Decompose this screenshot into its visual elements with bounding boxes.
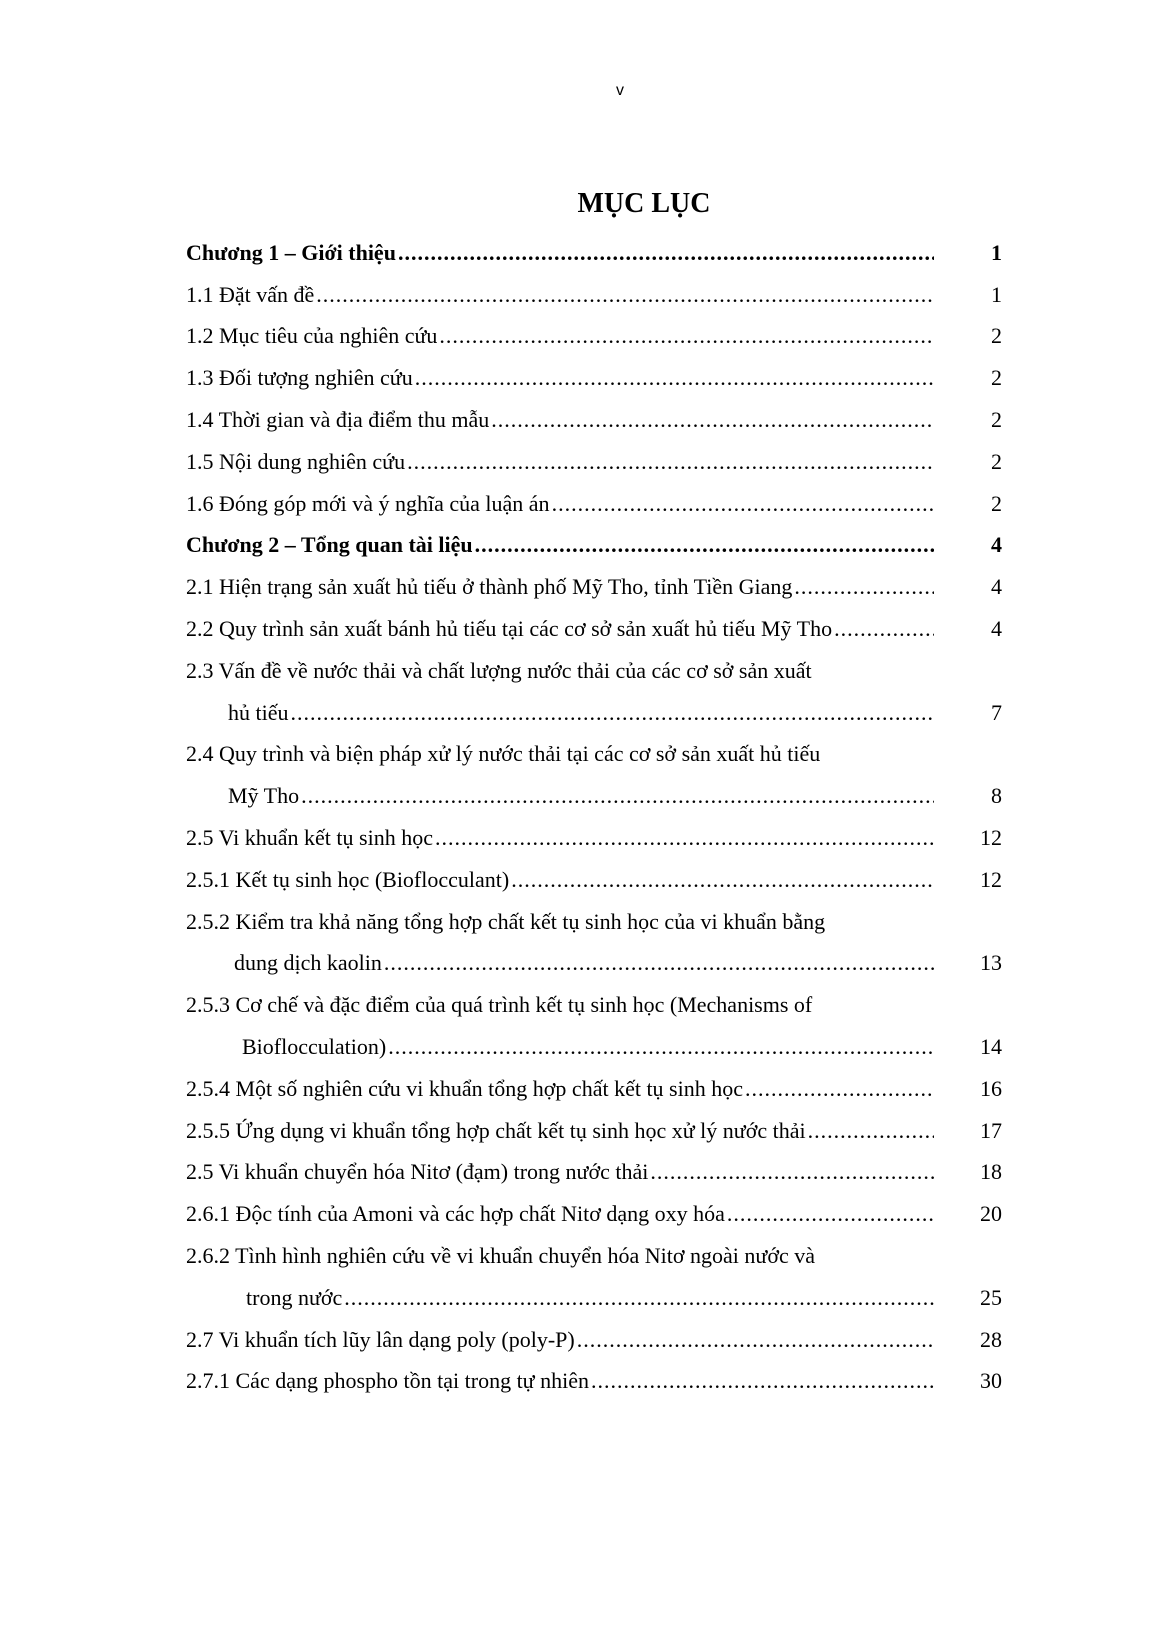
toc-entry-label: 2.7 Vi khuẩn tích lũy lân dạng poly (poly-P) bbox=[186, 1326, 575, 1352]
toc-entry-page: 2 bbox=[991, 448, 1002, 474]
toc-entry-2-1[interactable] bbox=[186, 566, 1002, 608]
toc-entry-2-2[interactable] bbox=[186, 608, 1002, 650]
page-number: v bbox=[616, 82, 624, 99]
toc-entry-label: 2.5 Vi khuẩn chuyển hóa Nitơ (đạm) trong nước thải bbox=[186, 1159, 649, 1185]
toc-entry-label: 2.1 Hiện trạng sản xuất hủ tiếu ở thành phố Mỹ Tho, tỉnh Tiền Giang bbox=[186, 574, 793, 600]
toc-entry-2-5[interactable] bbox=[186, 817, 1002, 859]
toc-entry-label: 2.4 Quy trình và biện pháp xử lý nước thải tại các cơ sở sản xuất hủ tiếu bbox=[186, 741, 821, 767]
toc-entry-2-6-1[interactable] bbox=[186, 1193, 1002, 1235]
toc-entry-2-5-4[interactable] bbox=[186, 1068, 1002, 1110]
leader-dots bbox=[591, 1368, 934, 1394]
toc-entry-label-cont: dung dịch kaolin bbox=[234, 950, 382, 976]
leader-dots bbox=[388, 1034, 934, 1060]
toc-entry-1-2[interactable] bbox=[186, 316, 1002, 358]
toc-entry-chapter-1[interactable] bbox=[186, 232, 1002, 274]
toc-entry-label-cont: trong nước bbox=[246, 1284, 343, 1310]
toc-entry-label: 1.5 Nội dung nghiên cứu bbox=[186, 448, 406, 474]
toc-entry-1-6[interactable] bbox=[186, 483, 1002, 525]
leader-dots bbox=[727, 1201, 934, 1227]
toc-entry-label-cont: hủ tiếu bbox=[228, 699, 289, 725]
leader-dots bbox=[415, 365, 934, 391]
toc-entry-2-5-3-cont[interactable] bbox=[186, 1026, 1002, 1068]
toc-entry-page: 2 bbox=[991, 365, 1002, 391]
leader-dots bbox=[475, 532, 934, 558]
leader-dots bbox=[808, 1118, 934, 1144]
toc-entry-1-5[interactable] bbox=[186, 441, 1002, 483]
toc-entry-page: 20 bbox=[980, 1201, 1002, 1227]
leader-dots bbox=[344, 1285, 934, 1311]
leader-dots bbox=[491, 407, 934, 433]
toc-entry-2-5-1[interactable] bbox=[186, 859, 1002, 901]
toc-entry-label: 2.5.5 Ứng dụng vi khuẩn tổng hợp chất kết tụ sinh học xử lý nước thải bbox=[186, 1117, 806, 1143]
toc-entry-2-3-cont[interactable] bbox=[186, 692, 1002, 734]
leader-dots bbox=[511, 867, 934, 893]
toc-entry-chapter-2[interactable] bbox=[186, 525, 1002, 567]
toc-entry-label: 1.3 Đối tượng nghiên cứu bbox=[186, 365, 413, 391]
toc-entry-page: 17 bbox=[980, 1117, 1002, 1143]
toc-entry-page: 18 bbox=[980, 1159, 1002, 1185]
leader-dots bbox=[794, 574, 934, 600]
toc-entry-label: 1.4 Thời gian và địa điểm thu mẫu bbox=[186, 407, 490, 433]
toc-entry-label: 2.5.2 Kiểm tra khả năng tổng hợp chất kết tụ sinh học của vi khuẩn bằng bbox=[186, 908, 826, 934]
leader-dots bbox=[745, 1076, 934, 1102]
toc-entry-page: 25 bbox=[980, 1284, 1002, 1310]
toc-entry-label-cont: Bioflocculation) bbox=[242, 1034, 387, 1060]
leader-dots bbox=[316, 282, 934, 308]
leader-dots bbox=[301, 783, 934, 809]
toc-entry-2-6[interactable] bbox=[186, 1152, 1002, 1194]
leader-dots bbox=[407, 449, 934, 475]
toc-entry-label: Chương 2 – Tổng quan tài liệu bbox=[186, 532, 473, 558]
toc-entry-1-4[interactable] bbox=[186, 399, 1002, 441]
toc-entry-page: 28 bbox=[980, 1326, 1002, 1352]
toc-entry-page: 12 bbox=[980, 825, 1002, 851]
toc-entry-page: 1 bbox=[991, 239, 1002, 265]
toc-entry-label: 2.5.1 Kết tụ sinh học (Bioflocculant) bbox=[186, 866, 510, 892]
toc-entry-page: 4 bbox=[991, 574, 1002, 600]
toc-entry-page: 2 bbox=[991, 323, 1002, 349]
toc-entry-2-5-2[interactable] bbox=[186, 901, 1002, 943]
leader-dots bbox=[439, 323, 934, 349]
page-title: MỤC LỤC bbox=[577, 188, 711, 219]
toc-entry-label: 2.6.2 Tình hình nghiên cứu về vi khuẩn chuyển hóa Nitơ ngoài nước và bbox=[186, 1243, 815, 1269]
leader-dots bbox=[834, 616, 934, 642]
toc-entry-page: 7 bbox=[991, 699, 1002, 725]
leader-dots bbox=[384, 950, 934, 976]
table-of-contents bbox=[186, 232, 1002, 1402]
toc-entry-2-5-2-cont[interactable] bbox=[186, 943, 1002, 985]
toc-entry-page: 4 bbox=[991, 616, 1002, 642]
toc-entry-label: 2.5.4 Một số nghiên cứu vi khuẩn tổng hợp chất kết tụ sinh học bbox=[186, 1075, 743, 1101]
toc-entry-page: 2 bbox=[991, 407, 1002, 433]
toc-entry-page: 16 bbox=[980, 1075, 1002, 1101]
toc-entry-page: 14 bbox=[980, 1034, 1002, 1060]
toc-entry-page: 1 bbox=[991, 281, 1002, 307]
toc-entry-label: 1.6 Đóng góp mới và ý nghĩa của luận án bbox=[186, 490, 550, 516]
toc-entry-label: 2.5.3 Cơ chế và đặc điểm của quá trình kết tụ sinh học (Mechanisms of bbox=[186, 992, 813, 1018]
leader-dots bbox=[552, 491, 934, 517]
toc-entry-2-5-5[interactable] bbox=[186, 1110, 1002, 1152]
toc-entry-label: 2.3 Vấn đề về nước thải và chất lượng nước thải của các cơ sở sản xuất bbox=[186, 657, 812, 683]
toc-entry-page: 30 bbox=[980, 1368, 1002, 1394]
toc-entry-2-3[interactable] bbox=[186, 650, 1002, 692]
toc-entry-1-1[interactable] bbox=[186, 274, 1002, 316]
toc-entry-label: 2.7.1 Các dạng phospho tồn tại trong tự nhiên bbox=[186, 1368, 589, 1394]
leader-dots bbox=[577, 1327, 934, 1353]
toc-entry-page: 2 bbox=[991, 490, 1002, 516]
toc-entry-label: 2.5 Vi khuẩn kết tụ sinh học bbox=[186, 825, 433, 851]
leader-dots bbox=[435, 825, 934, 851]
toc-entry-2-6-2-cont[interactable] bbox=[186, 1277, 1002, 1319]
toc-entry-label-cont: Mỹ Tho bbox=[228, 783, 300, 809]
toc-entry-page: 4 bbox=[991, 532, 1002, 558]
toc-entry-2-7-1[interactable] bbox=[186, 1361, 1002, 1403]
toc-entry-2-6-2[interactable] bbox=[186, 1235, 1002, 1277]
leader-dots bbox=[291, 700, 935, 726]
toc-entry-label: Chương 1 – Giới thiệu bbox=[186, 239, 396, 265]
toc-entry-label: 2.6.1 Độc tính của Amoni và các hợp chất Nitơ dạng oxy hóa bbox=[186, 1201, 725, 1227]
toc-entry-2-7[interactable] bbox=[186, 1319, 1002, 1361]
toc-entry-label: 2.2 Quy trình sản xuất bánh hủ tiếu tại các cơ sở sản xuất hủ tiếu Mỹ Tho bbox=[186, 616, 833, 642]
toc-entry-2-4[interactable] bbox=[186, 734, 1002, 776]
toc-entry-2-4-cont[interactable] bbox=[186, 775, 1002, 817]
leader-dots bbox=[398, 240, 934, 266]
toc-entry-label: 1.2 Mục tiêu của nghiên cứu bbox=[186, 323, 438, 349]
toc-entry-label: 1.1 Đặt vấn đề bbox=[186, 281, 315, 307]
toc-entry-1-3[interactable] bbox=[186, 357, 1002, 399]
toc-entry-page: 12 bbox=[980, 866, 1002, 892]
toc-entry-page: 13 bbox=[980, 950, 1002, 976]
toc-entry-page: 8 bbox=[991, 783, 1002, 809]
leader-dots bbox=[650, 1159, 934, 1185]
toc-entry-2-5-3[interactable] bbox=[186, 984, 1002, 1026]
